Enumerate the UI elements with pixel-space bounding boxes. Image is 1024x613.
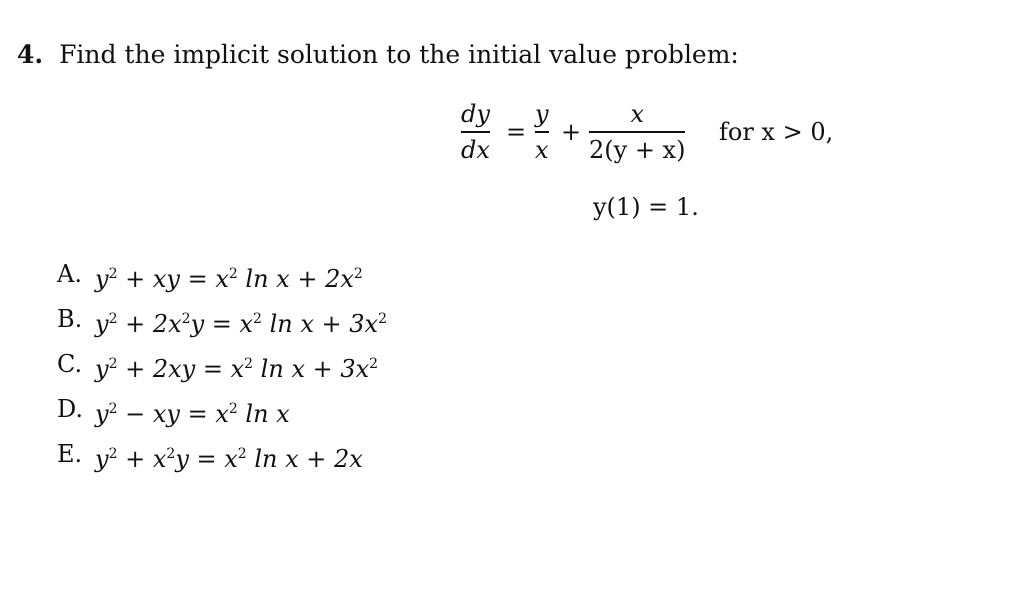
expression-text: y [95,265,109,293]
expression-text: y = x [175,445,238,473]
exponent: 2 [228,401,238,417]
expression-text: y = x [190,310,254,338]
expression-text: ln x [237,400,290,428]
choice-expression [95,387,290,432]
choice-d[interactable] [57,387,387,432]
fraction-x-over-2yx [589,100,685,164]
exponent: 2 [108,356,118,372]
question-number: 4. [17,40,44,69]
exponent: 2 [353,266,363,282]
denominator-2yx: 2(y + x) [589,135,686,164]
choice-expression [95,432,363,477]
denominator-x: x [535,135,549,164]
plus-sign: + [561,118,582,146]
equals-sign: = [506,118,527,146]
expression-text: y [95,445,109,473]
choice-letter: D. [57,395,84,423]
exponent: 2 [166,446,176,462]
choice-e[interactable] [57,432,387,477]
choice-letter: A. [57,260,82,288]
expression-text: + x [117,445,167,473]
numerator-x: x [630,100,644,128]
expression-text: ln x + 3x [253,355,370,383]
numerator-dy: dy [461,100,490,128]
fraction-y-x [535,100,549,164]
exponent: 2 [228,266,238,282]
answer-choices [57,252,387,477]
choice-c[interactable] [57,342,387,387]
expression-text: + xy = x [117,265,229,293]
choice-letter: B. [57,305,83,333]
choice-letter: E. [57,440,83,468]
numerator-y: y [535,100,549,128]
exponent: 2 [181,311,191,327]
denominator-dx: dx [461,135,490,164]
choice-expression [95,252,363,297]
question-prompt: Find the implicit solution to the initial value problem: [59,40,739,69]
choice-expression [95,342,378,387]
initial-condition: y(1) = 1. [593,193,699,221]
fraction-bar [461,131,490,133]
exponent: 2 [108,311,118,327]
exponent: 2 [108,266,118,282]
expression-text: − xy = x [117,400,229,428]
exponent: 2 [253,311,262,327]
differential-equation [461,100,881,240]
expression-text: + 2x [117,310,182,338]
choice-a[interactable] [57,252,387,297]
exponent: 2 [108,446,118,462]
choice-b[interactable] [57,297,387,342]
domain-condition: for x > 0, [719,118,834,146]
fraction-dy-dx [461,100,490,164]
question-line [17,40,739,69]
expression-text: ln x + 2x [246,445,363,473]
expression-text: + 2xy = x [117,355,245,383]
exponent: 2 [237,446,247,462]
exponent: 2 [108,401,118,417]
expression-text: y [95,355,109,383]
expression-text: y [95,400,109,428]
exponent: 2 [369,356,379,372]
expression-text: ln x + 2x [237,265,354,293]
choice-expression [95,297,387,342]
fraction-bar [535,131,549,133]
exponent: 2 [378,311,387,327]
fraction-bar [589,131,685,133]
exponent: 2 [244,356,254,372]
expression-text: ln x + 3x [261,310,379,338]
expression-text: y [95,310,109,338]
choice-letter: C. [57,350,83,378]
